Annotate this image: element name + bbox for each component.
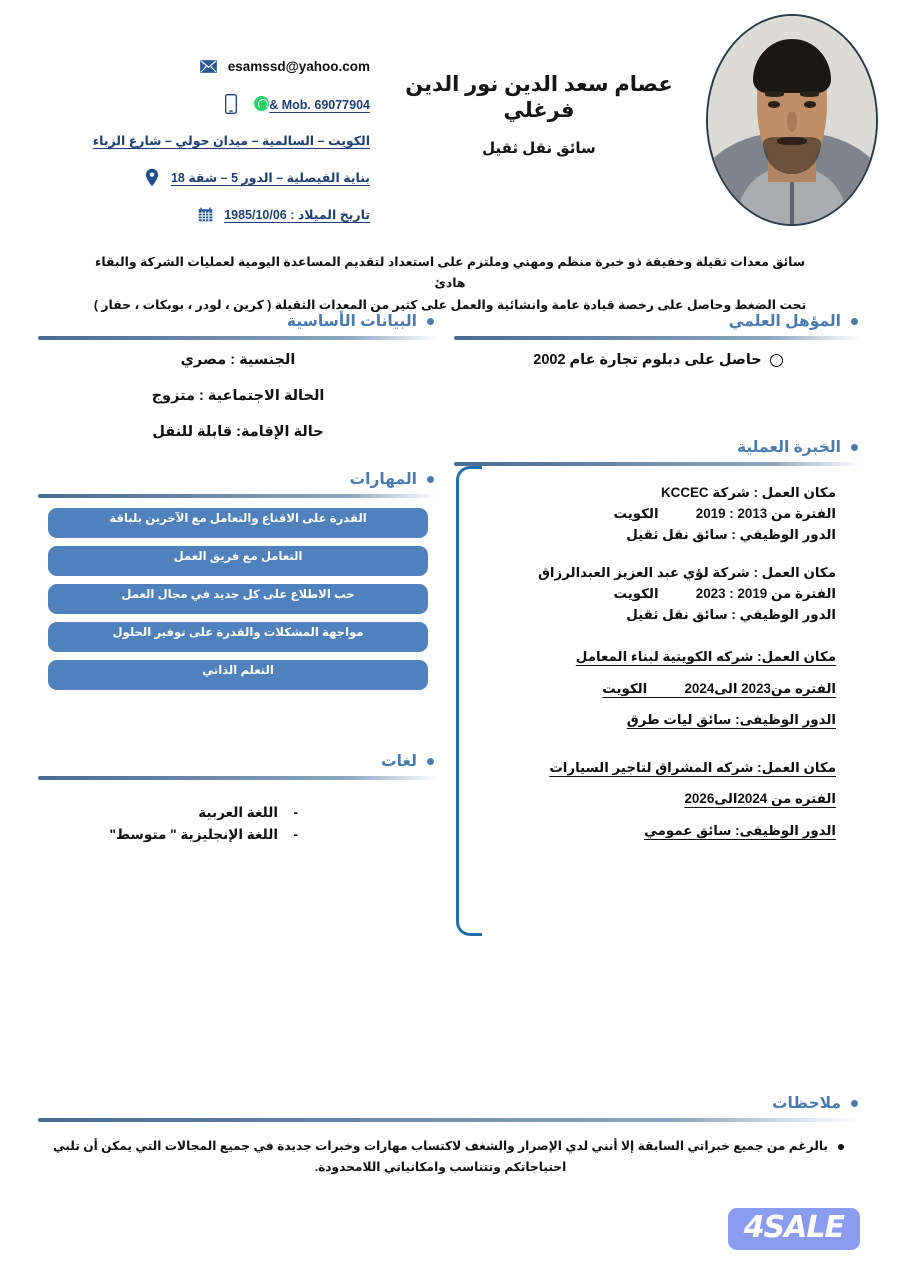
notes-line-2: احتياجاتكم وتتناسب وامكانياتي اللامحدودة.	[314, 1160, 567, 1175]
section-basic-data	[38, 312, 438, 464]
dash-bullet-icon: -	[293, 827, 298, 843]
experience-period: الفترة من 2013 : 2019 الكويت	[613, 506, 836, 522]
skill-bar: التعامل مع فريق العمل	[48, 546, 428, 576]
candidate-job-title: سائق نقل ثقيل	[482, 139, 596, 157]
dash-bullet-icon: -	[293, 805, 298, 820]
contact-list	[30, 48, 380, 233]
bullet-dot-icon	[427, 758, 434, 765]
bullet-dot-icon	[851, 444, 858, 451]
skill-bar: مواجهة المشكلات والقدرة على توفير الحلول	[48, 622, 428, 652]
left-column	[38, 312, 438, 856]
section-notes-header	[38, 1094, 862, 1115]
basic-data-item: حالة الإقامة: قابلة للنقل	[152, 424, 324, 440]
name-block	[374, 72, 704, 157]
profile-photo-oval	[706, 14, 878, 226]
bullet-dot-icon	[427, 318, 434, 325]
skill-bar: التعلم الذاتي	[48, 660, 428, 690]
experience-item	[454, 641, 836, 736]
photo-moustache	[777, 137, 807, 145]
section-languages-body	[38, 780, 438, 850]
language-item	[48, 824, 298, 846]
right-column	[454, 312, 862, 878]
section-education-title: المؤهل العلمي	[728, 313, 841, 330]
experience-period: الفتره من2023 الى2024 الكويت	[602, 680, 836, 696]
section-notes	[38, 1094, 862, 1179]
contact-item-address-1	[30, 122, 380, 159]
experience-bracket-decoration	[456, 466, 482, 936]
basic-data-item: الحالة الاجتماعية : متزوج	[151, 388, 325, 404]
section-languages-header	[38, 752, 438, 773]
experience-role: الدور الوظيفي : سائق نقل ثقيل	[626, 606, 836, 622]
languages-list	[48, 802, 428, 846]
contact-item-phone[interactable]	[30, 85, 380, 122]
photo-eye-left	[768, 101, 780, 108]
section-notes-title: ملاحظات	[771, 1095, 841, 1112]
contact-item-address-2	[30, 159, 380, 196]
experience-item	[454, 752, 836, 847]
experience-role: الدور الوظيفى: سائق عمومي	[644, 822, 836, 838]
experience-place: مكان العمل : شركة KCCEC	[660, 485, 836, 500]
experience-period: الفتره من 2024الى2026	[684, 791, 836, 807]
section-languages	[38, 752, 438, 850]
cv-header	[0, 0, 900, 236]
notes-line-1: بالرغم من جميع خبراتي السابقة إلا أنني لدي الإصرار والشغف لاكتساب مهارات وخبرات جديدة في جميع المجالات التي يمكن أن تلبي	[52, 1139, 828, 1153]
profile-summary	[92, 252, 808, 316]
notes-text	[53, 1136, 828, 1179]
section-basic-data-header	[38, 312, 438, 333]
bullet-dot-icon	[838, 1144, 844, 1150]
circle-bullet-icon	[770, 354, 783, 367]
contact-item-birthdate	[30, 196, 380, 233]
section-education-body	[454, 340, 862, 372]
contact-item-email[interactable]	[30, 48, 380, 85]
section-languages-title: لغات	[381, 753, 417, 770]
location-pin-icon	[139, 168, 165, 187]
watermark-4sale: 4SALE	[728, 1208, 860, 1250]
mobile-icon	[218, 94, 244, 114]
contact-phone-value: & Mob. 69077904	[269, 97, 370, 112]
photo-eyebrow-right	[800, 91, 818, 97]
language-item-text: اللغة العربية	[198, 805, 278, 820]
section-skills-title: المهارات	[349, 471, 417, 488]
profile-photo	[710, 14, 878, 222]
calendar-icon	[192, 207, 218, 222]
photo-eye-right	[804, 101, 816, 108]
section-education-header	[454, 312, 862, 333]
experience-place: مكان العمل : شركة لؤي عبد العزيز العبدالرزاق	[537, 564, 836, 580]
experience-role: الدور الوظيفى: سائق ليات طرق	[626, 712, 836, 728]
photo-zipper	[790, 178, 793, 224]
language-item	[48, 802, 298, 824]
experience-role: الدور الوظيفي : سائق نقل ثقيل	[626, 527, 836, 543]
experience-item	[454, 562, 836, 626]
contact-email-text: esamssd@yahoo.com	[227, 59, 370, 74]
section-skills	[38, 470, 438, 702]
experience-item	[454, 482, 836, 546]
photo-eyebrow-left	[765, 91, 783, 97]
contact-address-2-text: بناية الفيصلية – الدور 5 – شقة 18	[170, 171, 370, 185]
bullet-dot-icon	[851, 1100, 858, 1107]
section-education	[454, 312, 862, 372]
section-experience	[454, 438, 862, 872]
bullet-dot-icon	[427, 476, 434, 483]
section-notes-body	[38, 1122, 862, 1179]
experience-list	[454, 466, 862, 872]
experience-period: الفترة من 2019 : 2023 الكويت	[613, 585, 836, 601]
contact-phone-text	[244, 96, 380, 112]
envelope-icon	[196, 60, 222, 73]
skill-bar: حب الاطلاع على كل جديد في مجال العمل	[48, 584, 428, 614]
section-basic-data-title: البيانات الأساسية	[286, 313, 417, 330]
bullet-dot-icon	[851, 318, 858, 325]
whatsapp-icon	[254, 96, 269, 111]
basic-data-item: الجنسية : مصري	[180, 352, 296, 368]
summary-line-1: سائق معدات ثقيلة وخفيفة ذو خبرة منظم ومهني وملتزم على استعداد لتقديم المساعدة اليومية لعمليات الشركة والبقاء هادئ	[94, 255, 806, 291]
candidate-name: عصام سعد الدين نور الدين فرغلي	[405, 73, 673, 123]
section-skills-header	[38, 470, 438, 491]
education-item	[464, 352, 852, 368]
section-experience-title: الخبرة العملية	[736, 439, 841, 456]
education-item-text: حاصل على دبلوم تجارة عام 2002	[533, 352, 762, 368]
contact-birthdate-text: تاريخ الميلاد : 1985/10/06	[224, 208, 370, 222]
language-item-text: اللغة الإنجليزية " متوسط"	[109, 827, 278, 843]
section-basic-data-body	[38, 340, 438, 464]
section-experience-header	[454, 438, 862, 459]
contact-address-1-text: الكويت – السالمية – ميدان حولي – شارع الزباء	[92, 134, 370, 148]
skill-bar: القدرة على الاقناع والتعامل مع الآخرين بلباقة	[48, 508, 428, 538]
experience-place: مكان العمل: شركه الكويتية لبناء المعامل	[575, 649, 836, 665]
summary-line-2: تحت الضغط وحاصل على رخصة قيادة عامة وانشائية والعمل على كثير من المعدات الثقيلة ( كرين ، لودر ، بوبكات ، حفار )	[93, 297, 807, 312]
skills-list	[38, 498, 438, 702]
experience-place: مكان العمل: شركه المشراق لتاجير السيارات	[549, 759, 836, 775]
